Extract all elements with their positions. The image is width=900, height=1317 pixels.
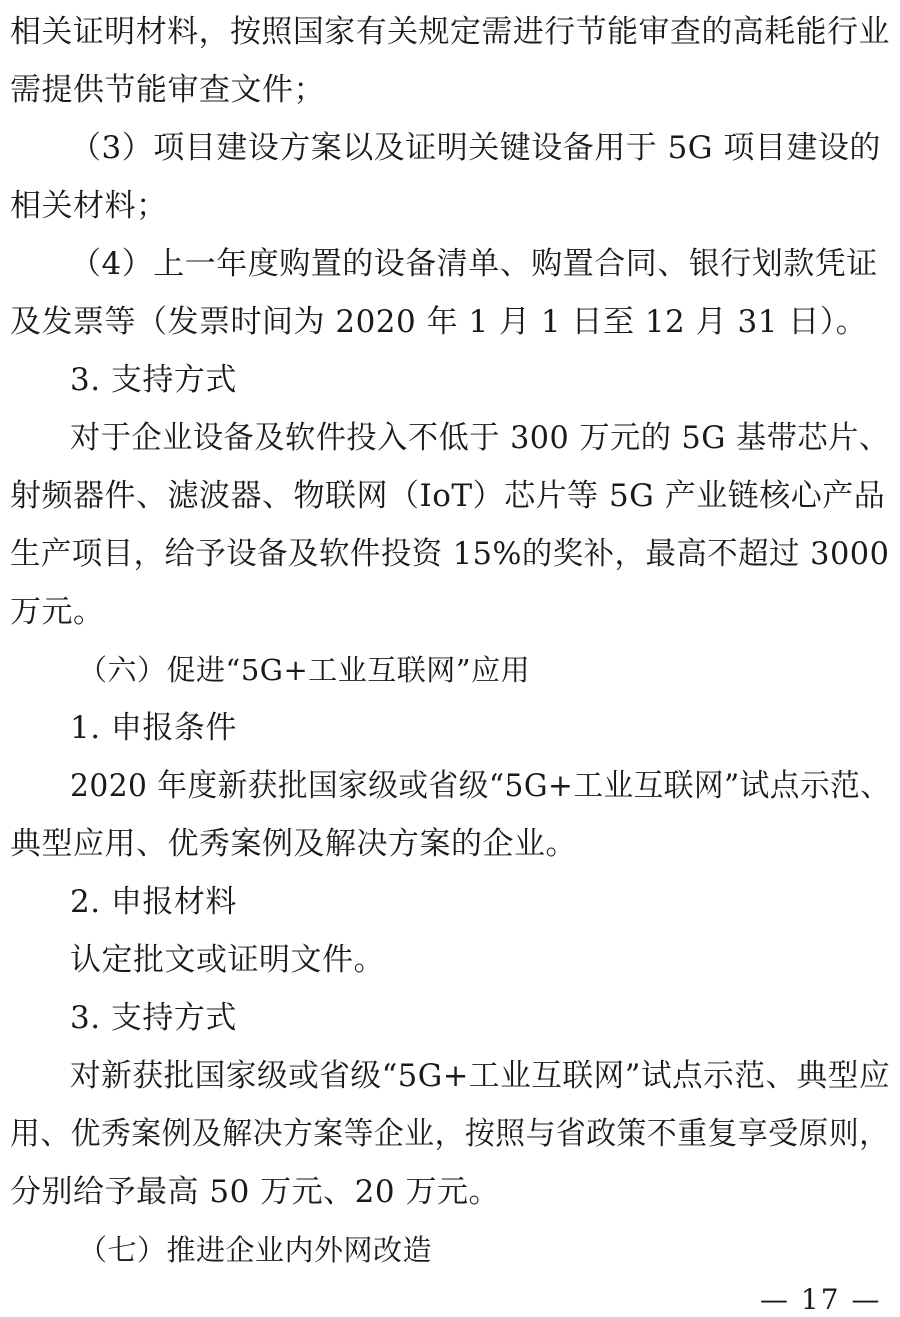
- paragraph-line: 对新获批国家级或省级“5G+工业互联网”试点示范、典型应: [70, 1058, 891, 1094]
- paragraph-line: 万元。: [10, 594, 105, 630]
- section-heading: 3. 支持方式: [70, 1000, 237, 1036]
- section-heading: （六）促进“5G+工业互联网”应用: [78, 653, 531, 687]
- paragraph-line: 对于企业设备及软件投入不低于 300 万元的 5G 基带芯片、: [70, 420, 890, 456]
- paragraph-line: 2020 年度新获批国家级或省级“5G+工业互联网”试点示范、: [70, 768, 891, 804]
- list-item-4: （4）上一年度购置的设备清单、购置合同、银行划款凭证: [70, 246, 878, 282]
- paragraph-line: 相关材料；: [10, 188, 168, 224]
- paragraph-line: 射频器件、滤波器、物联网（IoT）芯片等 5G 产业链核心产品: [10, 478, 886, 514]
- paragraph-line: 用、优秀案例及解决方案等企业，按照与省政策不重复享受原则，: [10, 1116, 890, 1152]
- paragraph-line: 分别给予最高 50 万元、20 万元。: [10, 1174, 500, 1210]
- section-heading: （七）推进企业内外网改造: [78, 1233, 433, 1267]
- paragraph-line: 典型应用、优秀案例及解决方案的企业。: [10, 826, 577, 862]
- section-heading: 2. 申报材料: [70, 884, 237, 920]
- paragraph-line: 及发票等（发票时间为 2020 年 1 月 1 日至 12 月 31 日）。: [10, 304, 868, 340]
- section-heading: 3. 支持方式: [70, 362, 237, 398]
- list-item-3: （3）项目建设方案以及证明关键设备用于 5G 项目建设的: [70, 130, 881, 166]
- paragraph-line: 生产项目，给予设备及软件投资 15%的奖补，最高不超过 3000: [10, 536, 890, 572]
- section-heading: 1. 申报条件: [70, 710, 237, 746]
- paragraph-line: 相关证明材料，按照国家有关规定需进行节能审查的高耗能行业: [10, 14, 890, 50]
- paragraph-line: 认定批文或证明文件。: [70, 942, 385, 978]
- page-number: — 17 —: [760, 1283, 882, 1316]
- paragraph-line: 需提供节能审查文件；: [10, 72, 325, 108]
